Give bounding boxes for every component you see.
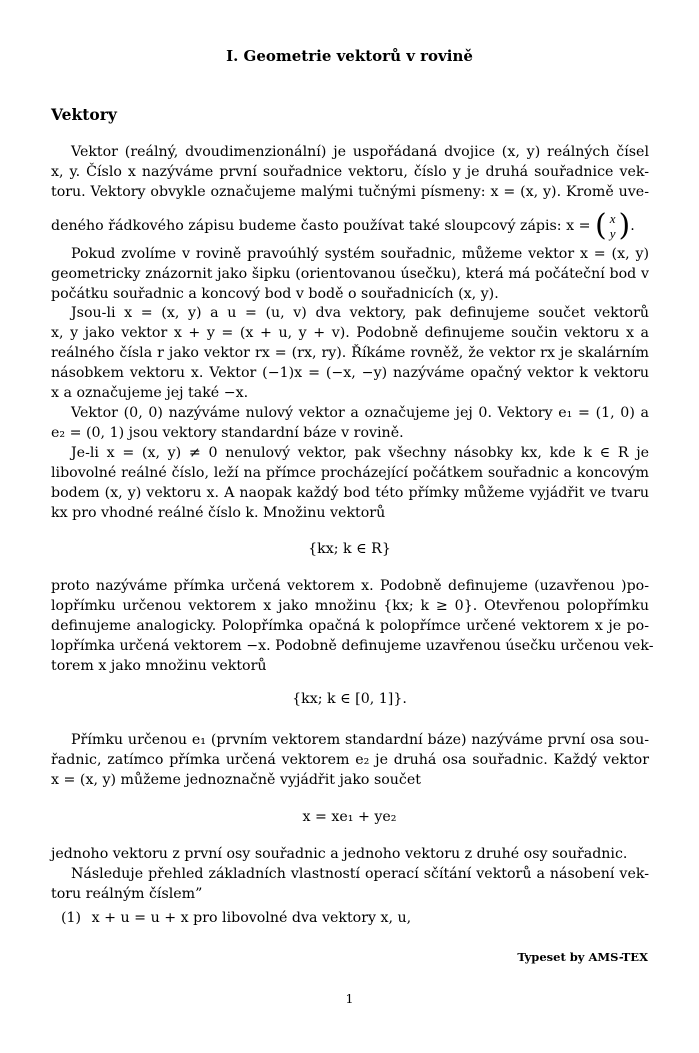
list-item — [61, 910, 411, 926]
section-heading: Vektory — [51, 105, 117, 124]
text-line: x, y jako vektor x + y = (x + u, y + v). Podobně definujeme součin vektoru x a — [51, 325, 649, 341]
text-line: torem x jako množinu vektorů — [51, 658, 267, 674]
column-vector: ( x y ) — [595, 208, 631, 243]
display-formula: x = xe₁ + ye₂ — [302, 809, 397, 825]
column-vector-bottom: y — [609, 226, 616, 241]
text-line: deného řádkového zápisu budeme často používat také sloupcový zápis: x = — [51, 218, 591, 234]
display-formula: {kx; k ∈ R} — [308, 541, 391, 557]
text-line: geometricky znázornit jako šipku (orientovanou úsečku), která má počáteční bod v — [51, 266, 649, 282]
text-line: Je-li x = (x, y) ≠ 0 nenulový vektor, pak všechny násobky kx, kde k ∈ R je — [71, 445, 649, 461]
text-line: reálného čísla r jako vektor rx = (rx, ry). Říkáme rovněž, že vektor rx je skalárním — [51, 345, 649, 361]
text-line: Následuje přehled základních vlastností operací sčítání vektorů a násobení vek- — [71, 866, 649, 882]
text-line: toru reálným číslem” — [51, 886, 203, 902]
page-number: 1 — [345, 991, 354, 1006]
text-line-with-column-vector: deného řádkového zápisu budeme často používat také sloupcový zápis: x = ( x y ) . — [51, 208, 635, 243]
list-item-text: x + u = u + x pro libovolné dva vektory x, u, — [91, 910, 412, 926]
text-line: počátku souřadnic a koncový bod v bodě o souřadnicích (x, y). — [51, 286, 499, 302]
list-item-label: (1) — [61, 910, 82, 926]
text-line: e₂ = (0, 1) jsou vektory standardní báze v rovině. — [51, 425, 404, 441]
text-line: definujeme analogicky. Polopřímka opačná k polopřímce určené vektorem x je po- — [51, 618, 649, 634]
text-line: proto nazýváme přímka určená vektorem x. Podobně definujeme (uzavřenou )po- — [51, 578, 649, 594]
text-line: řadnic, zatímco přímka určená vektorem e₂ je druhá osa souřadnic. Každý vektor — [51, 752, 649, 768]
text-line: x, y. Číslo x nazýváme první souřadnice vektoru, číslo y je druhá souřadnice vek- — [51, 164, 649, 180]
column-vector-top: x — [609, 211, 616, 226]
typeset-footer: Typeset by AMS-TEX — [517, 950, 648, 964]
text-line: lopřímka určená vektorem −x. Podobně definujeme uzavřenou úsečku určenou vek- — [51, 638, 654, 654]
text-line: Pokud zvolíme v rovině pravoúhlý systém souřadnic, můžeme vektor x = (x, y) — [71, 246, 649, 262]
text-line: libovolné reálné číslo, leží na přímce procházející počátkem souřadnic a koncovým — [51, 465, 649, 481]
text-line: lopřímku určenou vektorem x jako množinu {kx; k ≥ 0}. Otevřenou polopřímku — [51, 598, 649, 614]
text-line: násobkem vektoru x. Vektor (−1)x = (−x, −y) nazýváme opačný vektor k vektoru — [51, 365, 649, 381]
text-line: x = (x, y) můžeme jednoznačně vyjádřit jako součet — [51, 772, 421, 788]
display-formula: {kx; k ∈ [0, 1]}. — [292, 691, 407, 707]
text-line: x a označujeme jej také −x. — [51, 385, 249, 401]
text-line: Vektor (reálný, dvoudimenzionální) je uspořádaná dvojice (x, y) reálných čísel — [71, 144, 649, 160]
text-line: bodem (x, y) vektoru x. A naopak každý bod této přímky můžeme vyjádřit ve tvaru — [51, 485, 649, 501]
text-line: Jsou-li x = (x, y) a u = (u, v) dva vektory, pak definujeme součet vektorů — [71, 305, 649, 321]
text-line: Přímku určenou e₁ (prvním vektorem standardní báze) nazýváme první osa sou- — [71, 732, 649, 748]
page-title: I. Geometrie vektorů v rovině — [226, 47, 473, 65]
text-line: Vektor (0, 0) nazýváme nulový vektor a označujeme jej 0. Vektory e₁ = (1, 0) a — [71, 405, 649, 421]
text-line: jednoho vektoru z první osy souřadnic a jednoho vektoru z druhé osy souřadnic. — [51, 846, 628, 862]
text-line: kx pro vhodné reálné číslo k. Množinu vektorů — [51, 505, 386, 521]
text-line: toru. Vektory obvykle označujeme malými tučnými písmeny: x = (x, y). Kromě uve- — [51, 184, 649, 200]
